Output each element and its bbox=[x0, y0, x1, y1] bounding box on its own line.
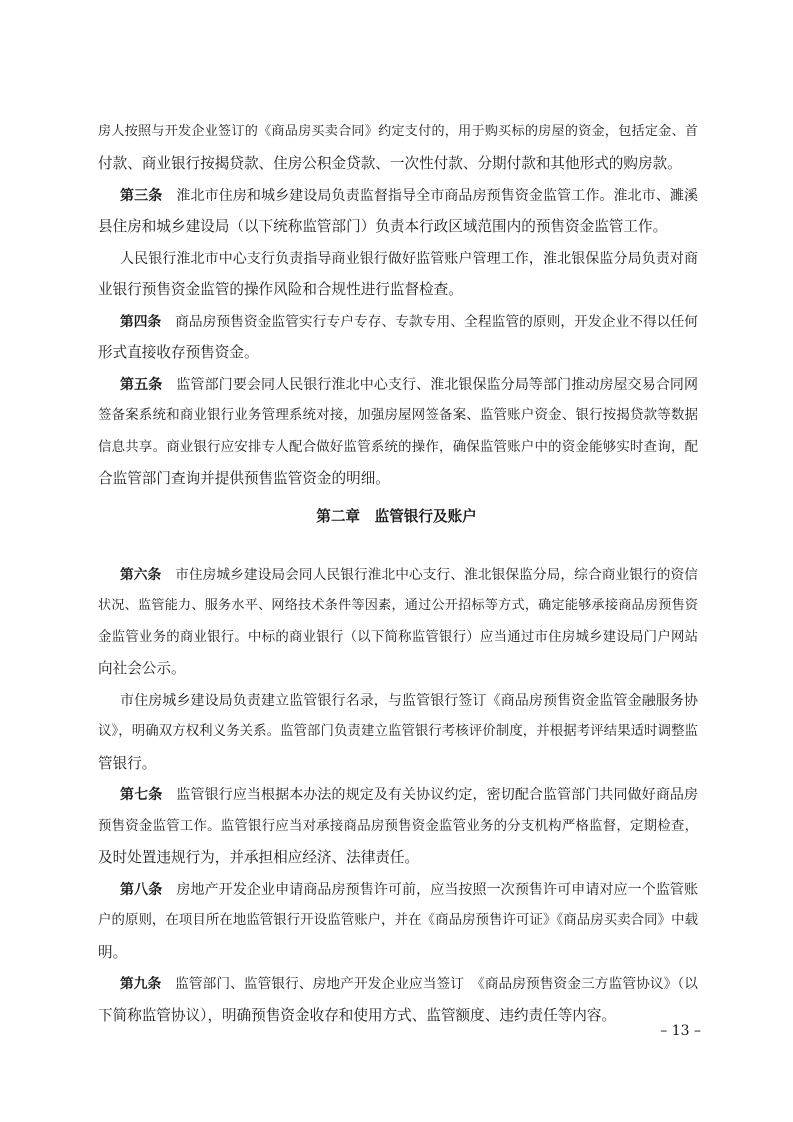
text-line: 业银行预售资金监管的操作风险和合规性进行监督检查。 bbox=[98, 281, 463, 298]
article-label: 第五条 bbox=[120, 377, 163, 393]
article-9-line bbox=[120, 974, 698, 994]
text-line: 形式直接收存预售资金。 bbox=[98, 344, 259, 361]
text-line: 户的原则，在项目所在地监管银行开设监管账户，并在《商品房预售许可证》《商品房买卖合同》中载 bbox=[98, 913, 698, 928]
text-line: 房地产开发企业申请商品房预售许可前，应当按照一次预售许可申请对应一个监管账 bbox=[176, 882, 699, 898]
chapter-heading: 第二章 监管银行及账户 bbox=[316, 508, 477, 525]
article-7-line bbox=[120, 785, 698, 805]
article-label: 第三条 bbox=[120, 188, 163, 204]
text-line: 市住房城乡建设局会同人民银行淮北中心支行、淮北银保监分局，综合商业银行的资信 bbox=[175, 567, 698, 583]
article-4-line bbox=[120, 312, 698, 332]
text-line: 明。 bbox=[98, 944, 128, 961]
text-line: 商品房预售资金监管实行专户专存、专款专用、全程监管的原则，开发企业不得以任何 bbox=[175, 314, 698, 330]
text-line: 房人按照与开发企业签订的《商品房买卖合同》约定支付的，用于购买标的房屋的资金，包括定金、首 bbox=[98, 124, 698, 139]
article-label: 第四条 bbox=[120, 314, 162, 330]
article-label: 第七条 bbox=[120, 787, 163, 803]
text-line: 预售资金监管工作。监管银行应当对承接商品房预售资金监管业务的分支机构严格监督，定期检查， bbox=[98, 819, 698, 834]
text-line: 监管银行应当根据本办法的规定及有关协议约定，密切配合监管部门共同做好商品房 bbox=[176, 787, 699, 803]
text-line: 议》，明确双方权利义务关系。监管部门负责建立监管银行考核评价制度，并根据考评结果适时调整监 bbox=[98, 724, 698, 739]
text-line: 下简称监管协议），明确预售资金收存和使用方式、监管额度、违约责任等内容。 bbox=[98, 1007, 617, 1024]
text-line: 及时处置违规行为，并承担相应经济、法律责任。 bbox=[98, 849, 420, 866]
text-line: 向社会公示。 bbox=[98, 660, 186, 677]
article-label: 第八条 bbox=[120, 882, 163, 898]
article-8-line bbox=[120, 880, 698, 900]
text-line: 信息共享。商业银行应安排专人配合做好监管系统的操作，确保监管账户中的资金能够实时查询，配 bbox=[98, 440, 698, 455]
text-line: 监管部门、监管银行、房地产开发企业应当签订 《商品房预售资金三方监管协议》（以 bbox=[175, 976, 698, 992]
text-line: 签备案系统和商业银行业务管理系统对接，加强房屋网签备案、监管账户资金、银行按揭贷款等数据 bbox=[98, 408, 698, 423]
text-line: 合监管部门查询并提供预售监管资金的明细。 bbox=[98, 470, 390, 487]
page-number: – 13 – bbox=[660, 1023, 701, 1039]
article-6-line bbox=[120, 565, 698, 585]
text-line: 付款、商业银行按揭贷款、住房公积金贷款、一次性付款、分期付款和其他形式的购房款。 bbox=[98, 155, 682, 172]
text-line: 人民银行淮北市中心支行负责指导商业银行做好监管账户管理工作，淮北银保监分局负责对商 bbox=[120, 251, 698, 267]
text-line: 市住房城乡建设局负责建立监管银行名录，与监管银行签订《商品房预售资金监管金融服务协 bbox=[120, 693, 698, 709]
article-label: 第六条 bbox=[120, 567, 162, 583]
text-line: 管银行。 bbox=[98, 755, 157, 772]
article-label: 第九条 bbox=[120, 976, 162, 992]
text-line: 金监管业务的商业银行。中标的商业银行（以下简称监管银行）应当通过市住房城乡建设局门户网站 bbox=[98, 630, 698, 645]
text-line: 县住房和城乡建设局（以下统称监管部门）负责本行政区域范围内的预售资金监管工作。 bbox=[98, 218, 668, 235]
text-line: 监管部门要会同人民银行淮北中心支行、淮北银保监分局等部门推动房屋交易合同网 bbox=[176, 377, 699, 393]
article-5-line bbox=[120, 375, 698, 395]
text-line: 状况、监管能力、服务水平、网络技术条件等因素，通过公开招标等方式，确定能够承接商品房预售资 bbox=[98, 598, 698, 613]
article-3-line bbox=[120, 186, 698, 206]
text-line: 淮北市住房和城乡建设局负责监督指导全市商品房预售资金监管工作。淮北市、濉溪 bbox=[176, 188, 699, 204]
